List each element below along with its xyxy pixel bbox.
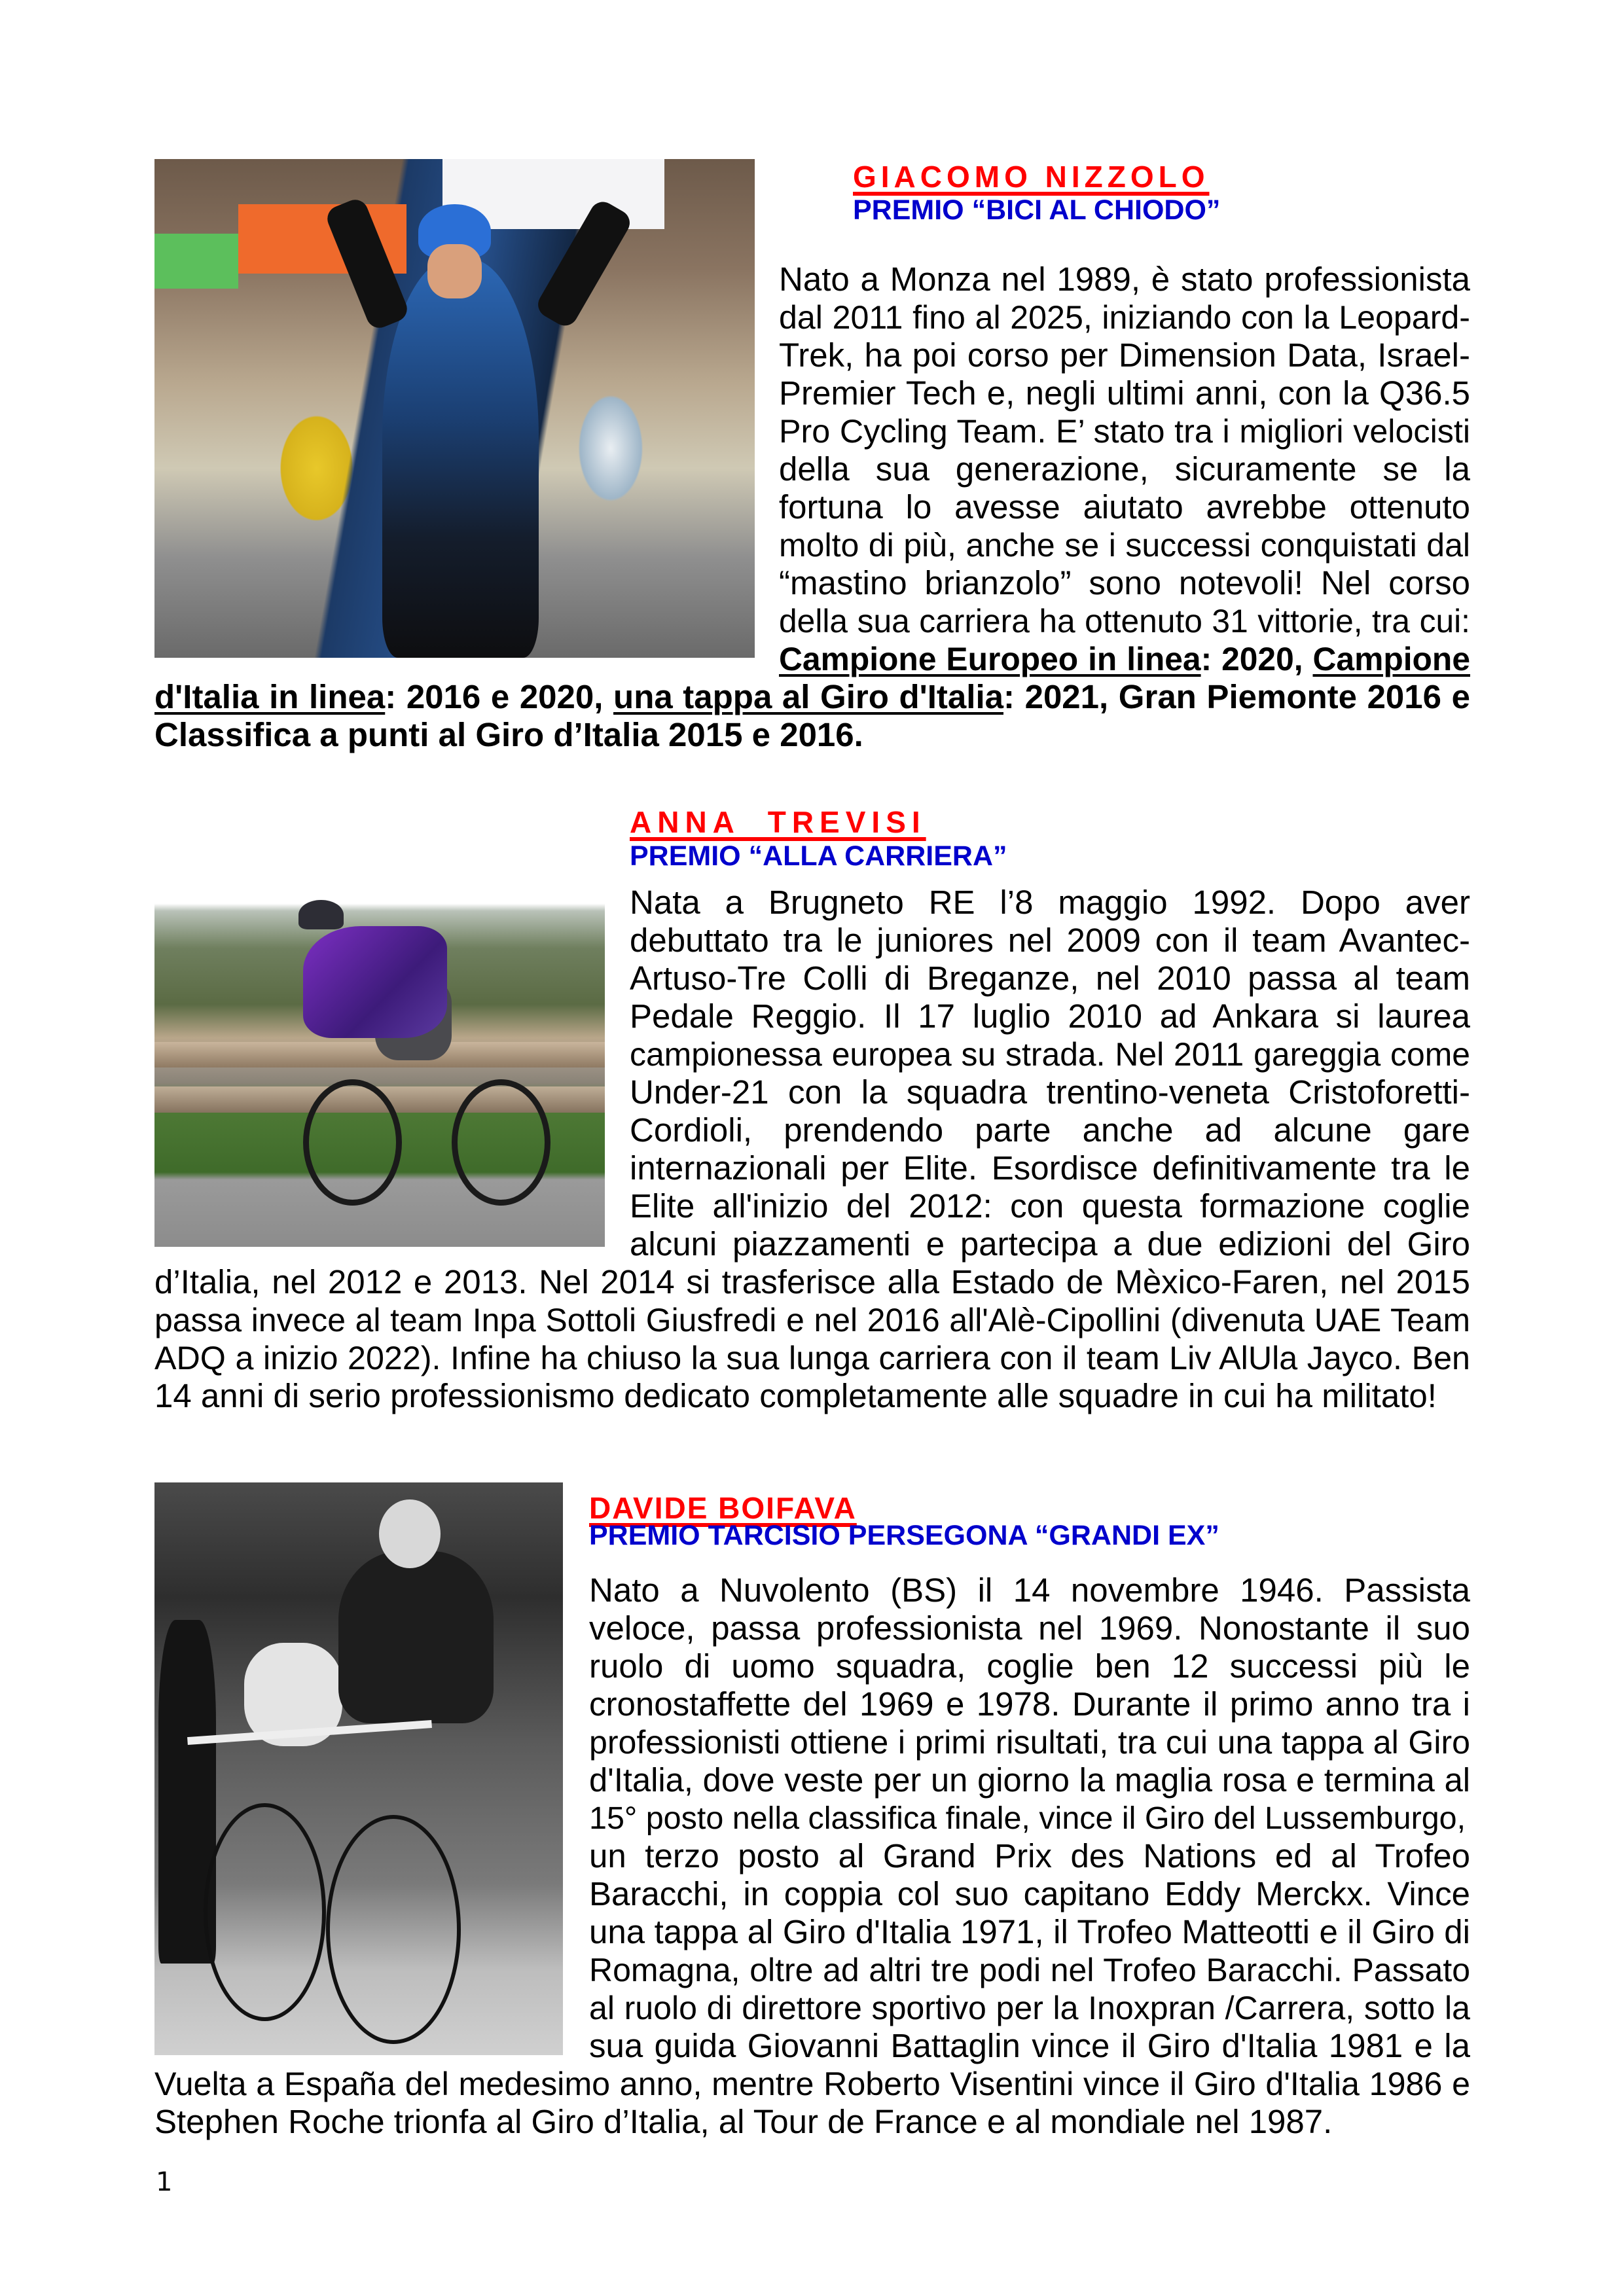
photo-trevisi <box>154 874 605 1247</box>
photo-detail <box>452 1079 550 1206</box>
photo-detail <box>326 1815 461 2044</box>
photo-detail <box>204 1803 326 2021</box>
text-line: della sua generazione, sicuramente se la <box>779 450 1470 488</box>
text-line: sua guida Giovanni Battaglin vince il Giro d'Italia 1981 e la <box>589 2027 1470 2064</box>
text-line: Premier Tech e, negli ultimi anni, con la Q36.5 <box>779 374 1470 412</box>
text-line: Nato a Monza nel 1989, è stato professionista <box>779 260 1470 298</box>
achievement-year: : 2021, Gran Piemonte 2016 e <box>1003 678 1470 715</box>
section-prize: PREMIO “ALLA CARRIERA” <box>630 840 1007 872</box>
text-line: una tappa al Giro d'Italia 1971, il Trofeo Matteotti e il Giro di <box>589 1913 1470 1950</box>
text-line: della sua carriera ha ottenuto 31 vittorie, tra cui: <box>779 603 1470 639</box>
text-line: Stephen Roche trionfa al Giro d’Italia, al Tour de France e al mondiale nel 1987. <box>154 2103 1333 2140</box>
achievement-year: : 2020, <box>1200 641 1313 677</box>
text-line: veloce, passa professionista nel 1969. Nonostante il suo <box>589 1609 1470 1647</box>
section-prize: PREMIO “BICI AL CHIODO” <box>853 194 1221 226</box>
text-line: campionessa europea su strada. Nel 2011 gareggia come <box>630 1036 1470 1073</box>
text-line: Nato a Nuvolento (BS) il 14 novembre 1946. Passista <box>589 1571 1470 1609</box>
text-line: molto di più, anche se i successi conquistati dal <box>779 527 1470 564</box>
text-line: internazionali per Elite. Esordisce definitivamente tra le <box>630 1149 1470 1187</box>
text-line: cronostaffette del 1969 e 1978. Durante il primo anno tra i <box>589 1685 1470 1723</box>
text-line: Vuelta a España del medesimo anno, mentre Roberto Visentini vince il Giro d'Italia 1986 e <box>154 2066 1470 2102</box>
photo-detail <box>338 1551 494 1723</box>
text-line: Nata a Brugneto RE l’8 maggio 1992. Dopo aver <box>630 884 1470 921</box>
achievements-line <box>154 678 1470 716</box>
text-line: al ruolo di direttore sportivo per la Inoxpran /Carrera, sotto la <box>589 1990 1470 2026</box>
photo-detail <box>379 1499 441 1568</box>
text-line: d'Italia, dove veste per un giorno la maglia rosa e termina al <box>589 1761 1470 1799</box>
photo-detail <box>303 1079 402 1206</box>
text-line: d’Italia, nel 2012 e 2013. Nel 2014 si trasferisce alla Estado de Mèxico-Faren, nel 2015 <box>154 1263 1470 1300</box>
achievements-line <box>154 716 1470 754</box>
section-name: GIACOMO NIZZOLO <box>853 160 1210 194</box>
text-line: 14 anni di serio professionismo dedicato completamente alle squadre in cui ha militato! <box>154 1377 1437 1414</box>
photo-boifava <box>154 1482 563 2055</box>
photo-detail <box>382 259 538 658</box>
text-line: debuttato tra le juniores nel 2009 con il team Avantec- <box>630 922 1470 959</box>
text-line: dal 2011 fino al 2025, iniziando con la Leopard- <box>779 299 1470 336</box>
photo-detail <box>427 244 482 299</box>
text-line: passa invece al team Inpa Sottoli Giusfredi e nel 2016 all'Alè-Cipollini (divenuta UAE Team <box>154 1302 1470 1338</box>
text-line: Pedale Reggio. Il 17 luglio 2010 ad Ankara si laurea <box>630 997 1470 1035</box>
photo-detail <box>303 926 447 1038</box>
achievement-title: d'Italia in linea <box>154 678 386 715</box>
text-line: Under-21 con la squadra trentino-veneta Cristoforetti- <box>630 1073 1470 1111</box>
text-line: ruolo di uomo squadra, coglie ben 12 successi più le <box>589 1647 1470 1685</box>
text-line: 15° posto nella classifica finale, vince il Giro del Lussemburgo, <box>589 1801 1466 1836</box>
achievement-title: una tappa al Giro d'Italia <box>613 678 1003 715</box>
achievement-year: : 2016 e 2020, <box>385 678 614 715</box>
text-line: professionisti ottiene i primi risultati, tra cui una tappa al Giro <box>589 1724 1470 1761</box>
section-name: DAVIDE BOIFAVA <box>589 1491 857 1525</box>
achievement-title: Campione Europeo in linea <box>779 641 1201 677</box>
text-line: Pro Cycling Team. E’ stato tra i migliori velocisti <box>779 412 1470 450</box>
text-line: Cordioli, prendendo parte anche ad alcune gare <box>630 1111 1470 1149</box>
achievements-line <box>779 640 1470 678</box>
achievement-title: Classifica a punti al Giro d’Italia 2015 e 2016. <box>154 716 863 753</box>
text-line: Elite all'inizio del 2012: con questa formazione coglie <box>630 1187 1470 1225</box>
text-line: Artuso-Tre Colli di Breganze, nel 2010 passa al team <box>630 960 1470 997</box>
text-line: Baracchi, in coppia col suo capitano Eddy Merckx. Vince <box>589 1875 1470 1912</box>
page-number: 1 <box>156 2167 173 2197</box>
text-line: fortuna lo avesse aiutato avrebbe ottenuto <box>779 488 1470 526</box>
photo-detail <box>154 234 238 289</box>
text-line: Romagna, oltre ad altri tre podi nel Trofeo Baracchi. Passato <box>589 1952 1470 1988</box>
section-name: ANNA TREVISI <box>630 805 926 839</box>
text-line: Trek, ha poi corso per Dimension Data, Israel- <box>779 336 1470 374</box>
photo-nizzolo <box>154 159 755 658</box>
section-prize: PREMIO TARCISIO PERSEGONA “GRANDI EX” <box>589 1520 1219 1551</box>
text-line: alcuni piazzamenti e partecipa a due edizioni del Giro <box>630 1225 1470 1263</box>
text-line: “mastino brianzolo” sono notevoli! Nel corso <box>779 564 1470 601</box>
text-line: ADQ a inizio 2022). Infine ha chiuso la sua lunga carriera con il team Liv AlUla Jayco. Ben <box>154 1340 1470 1376</box>
photo-detail <box>298 900 344 930</box>
text-line: un terzo posto al Grand Prix des Nations ed al Trofeo <box>589 1837 1470 1874</box>
achievement-title: Campione <box>1312 641 1470 677</box>
